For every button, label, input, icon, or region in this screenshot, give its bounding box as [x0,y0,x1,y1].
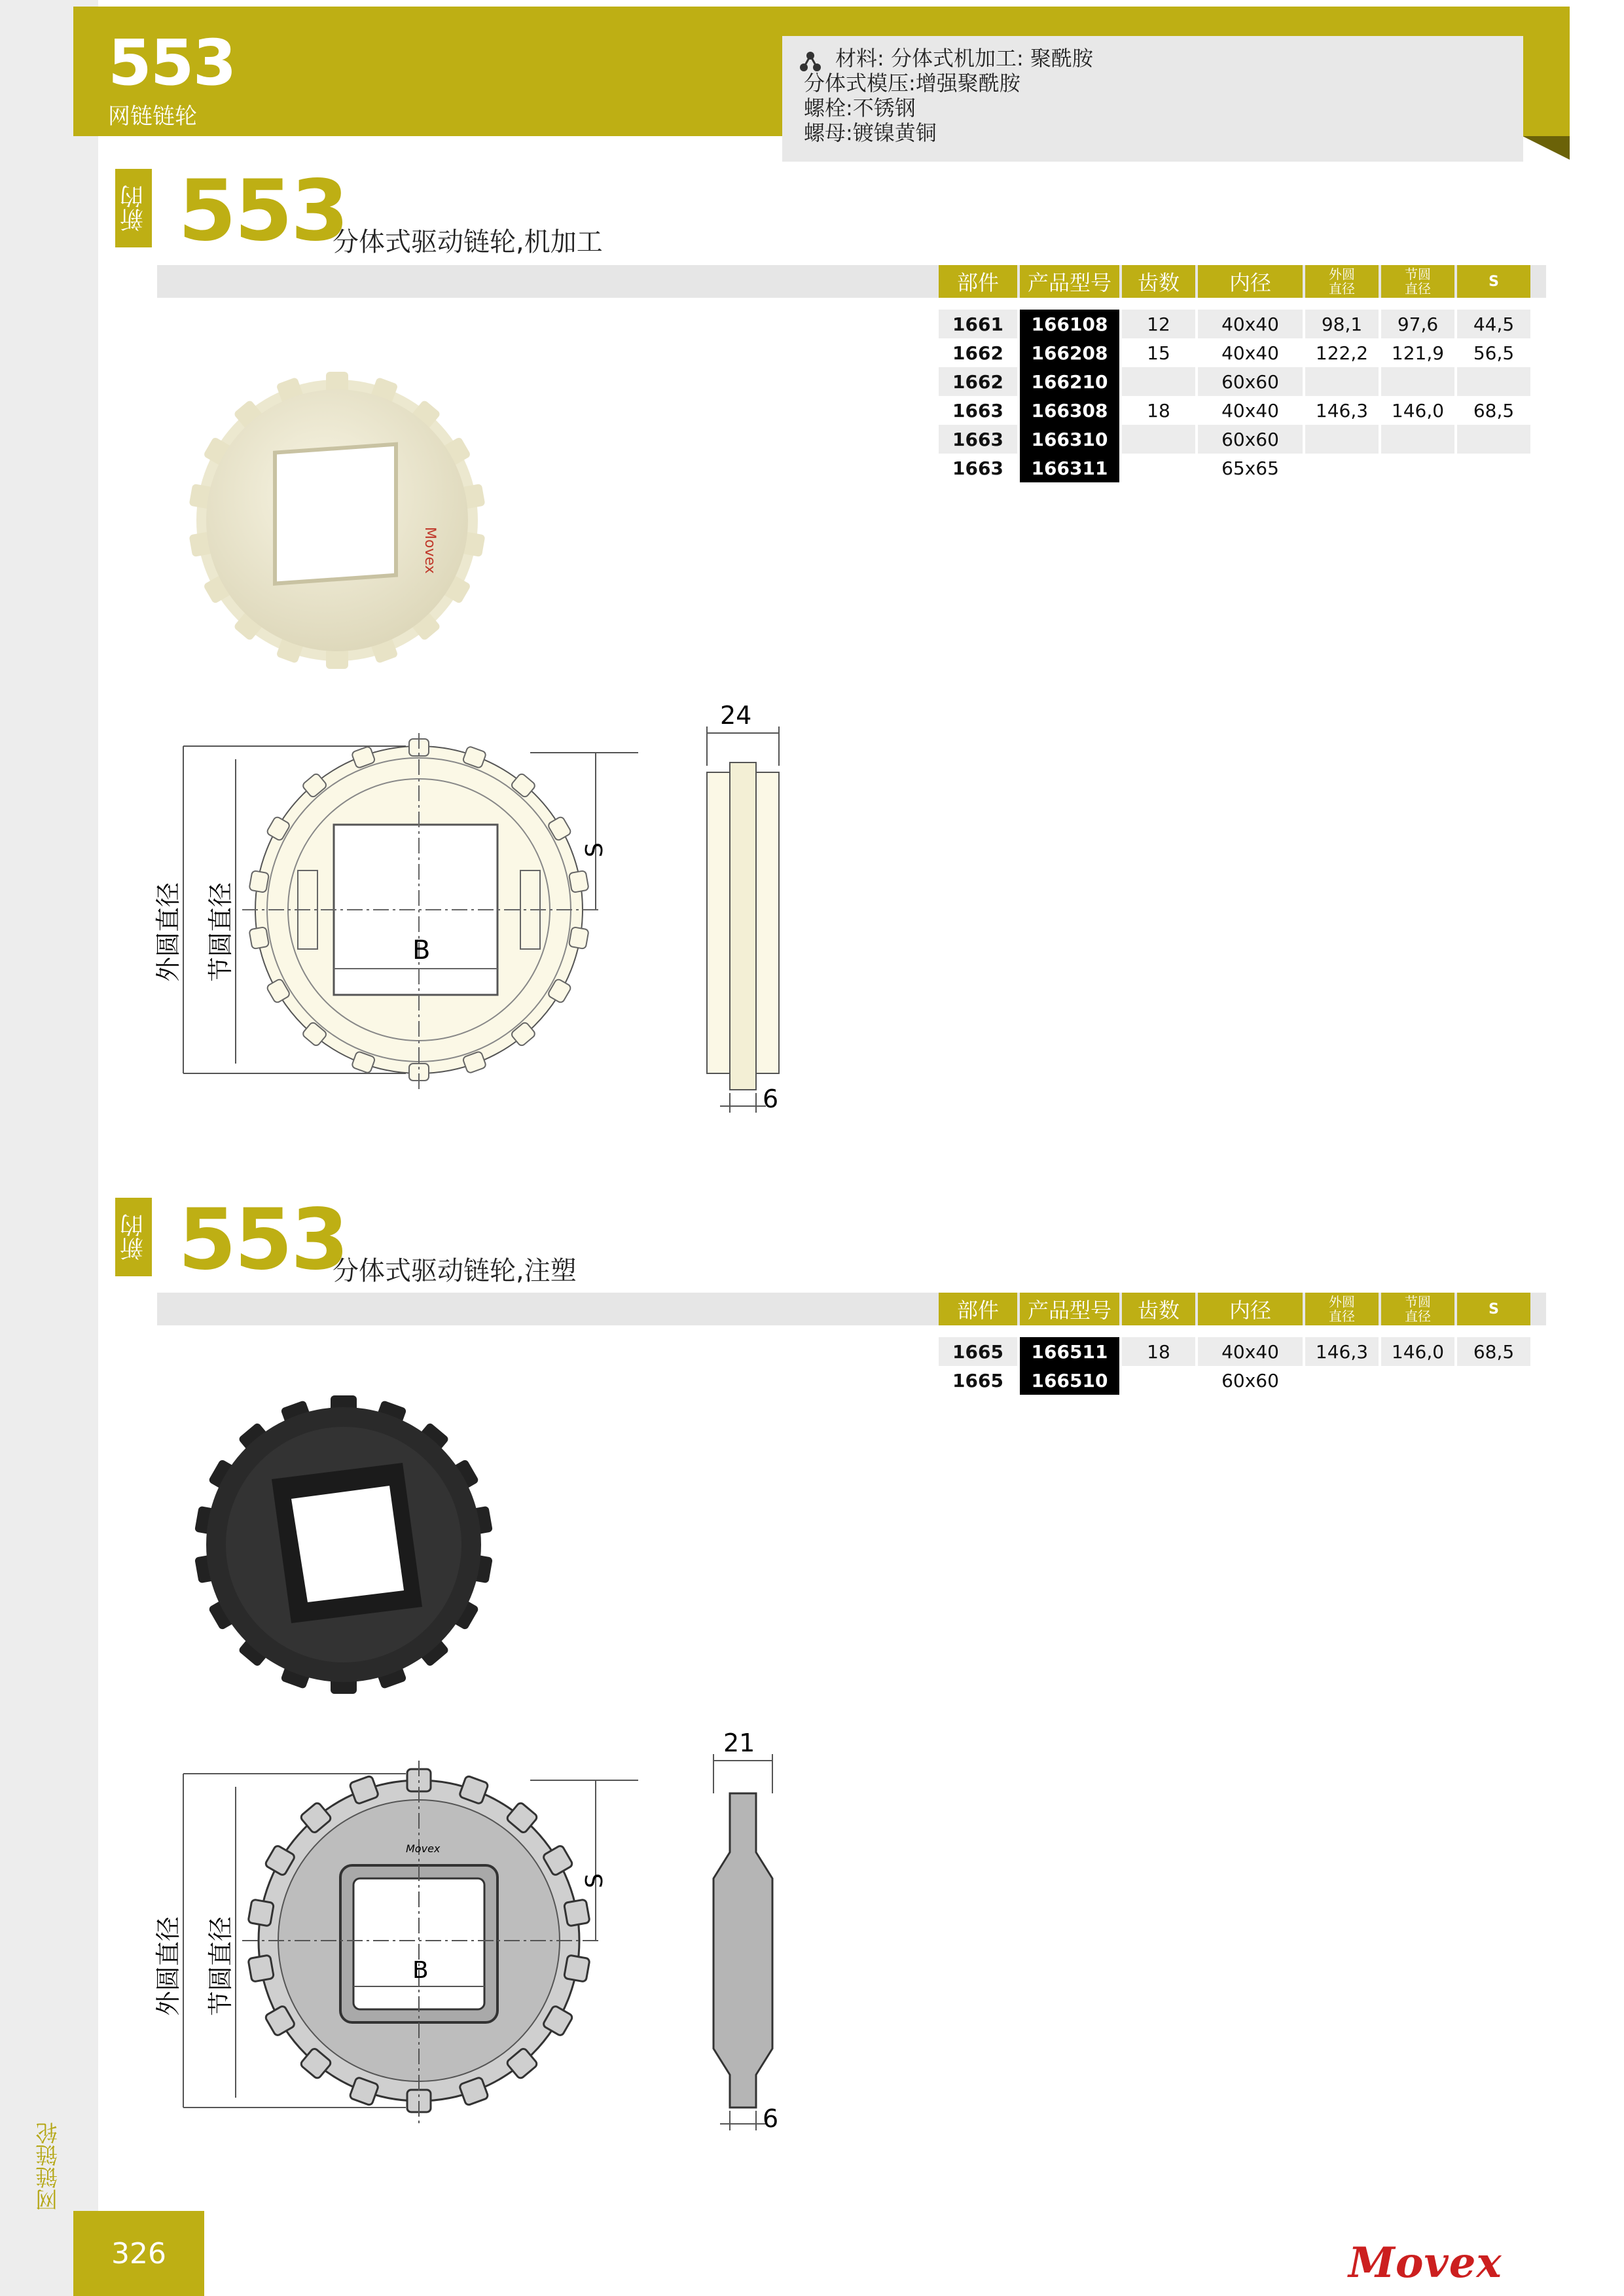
dim-pitch-diameter: 节圆直径 [206,882,235,982]
spec-table [936,1293,1533,1395]
cell-outer [1305,1366,1379,1395]
section-title: 分体式驱动链轮,注塑 [333,1256,577,1286]
dim-hub: 6 [763,1085,779,1113]
cell-pitch: 146,0 [1381,1337,1454,1366]
cell-part: 1663 [939,425,1017,454]
materials-list [804,46,1093,145]
dim-hub: 6 [763,2104,779,2133]
dim-b: B [412,1957,429,1984]
cell-pitch [1381,454,1454,482]
cell-part: 1665 [952,1369,1003,1391]
movex-logo: Movex [1348,2238,1502,2287]
cell-code: 166108 [1020,310,1119,338]
new-badge: 新的 [115,1198,152,1276]
sprocket-tooth [249,870,269,893]
sprocket-tooth [569,870,589,893]
table-row [939,310,1530,338]
dim-s: S [581,1873,608,1888]
cell-part: 1663 [952,399,1003,422]
col-header: 部件 [939,265,1017,298]
cell-part: 1662 [952,342,1003,364]
cell-s [1457,425,1530,454]
cell-code: 166210 [1020,367,1119,396]
cell-teeth [1122,425,1195,454]
cell-bore: 40x40 [1221,342,1279,364]
sprocket-tooth [248,1955,274,1982]
col-header: 节圆 直径 [1381,1293,1454,1325]
sprocket-photo-machined [183,347,497,694]
sprocket-photo-molded [190,1368,504,1721]
cell-s: 56,5 [1473,342,1515,364]
page-number: 326 [111,2236,166,2270]
cell-part: 1662 [939,367,1017,396]
cell-pitch [1381,367,1454,396]
cell-s [1457,367,1530,396]
new-badge: 新的 [115,169,152,247]
sprocket-tooth [564,1955,590,1982]
material-line: 分体式模压:增强聚酰胺 [804,71,1020,96]
section-title: 分体式驱动链轮,机加工 [333,227,603,257]
cell-code: 166510 [1020,1366,1119,1395]
cell-teeth: 12 [1122,310,1195,338]
face-brand-text: Movex [406,1842,441,1855]
dim-b: B [412,935,431,965]
col-header: 部件 [939,1293,1017,1325]
sprocket-tooth [249,927,269,949]
cell-s [1457,1366,1530,1395]
cell-pitch: 146,0 [1391,399,1445,422]
sprocket-tooth [248,1899,274,1926]
sprocket-tooth [564,1899,590,1926]
dim-pitch-diameter: 节圆直径 [206,1916,235,2016]
dim-width: 24 [720,701,752,730]
photo-brand-text: Movex [422,527,438,574]
dim-width: 21 [723,1729,755,1757]
sprocket-tooth [569,927,589,949]
material-line: 材料: 分体式机加工: 聚酰胺 [835,46,1093,71]
cell-bore: 65x65 [1221,457,1279,479]
cell-teeth: 18 [1122,1337,1195,1366]
cell-outer: 122,2 [1315,342,1369,364]
cell-teeth [1122,1366,1195,1395]
cell-code: 166511 [1020,1337,1119,1366]
side-view-machined [681,700,812,1132]
cell-bore: 60x60 [1198,367,1303,396]
header-subtitle: 网链链轮 [108,103,197,130]
section-number: 553 [178,162,348,260]
left-margin-strip [0,0,98,2296]
cell-part: 1661 [939,310,1017,338]
cell-bore: 40x40 [1221,399,1279,422]
side-view-molded [681,1728,812,2147]
cell-s [1457,454,1530,482]
cell-outer: 146,3 [1305,1337,1379,1366]
cell-bore: 60x60 [1198,425,1303,454]
table-row [939,367,1530,396]
col-header: 外圆 直径 [1305,1293,1379,1325]
header-corner [1523,136,1570,160]
cell-bore: 40x40 [1198,1337,1303,1366]
cell-outer: 146,3 [1315,399,1369,422]
section-number: 553 [178,1191,348,1289]
cell-pitch: 121,9 [1391,342,1445,364]
cell-outer [1305,425,1379,454]
cell-code: 166310 [1020,425,1119,454]
cell-teeth [1122,454,1195,482]
col-header: 节圆 直径 [1381,265,1454,298]
dim-outer-diameter: 外圆直径 [154,882,183,982]
cell-code: 166208 [1020,338,1119,367]
table-row [939,1366,1530,1395]
cell-part: 1665 [939,1337,1017,1366]
cell-bore: 60x60 [1221,1369,1279,1391]
cell-s: 68,5 [1457,1337,1530,1366]
cell-pitch: 97,6 [1381,310,1454,338]
cell-teeth [1122,367,1195,396]
table-row [939,454,1530,482]
col-header: 产品型号 [1020,1293,1119,1325]
side-category-label: 网链链轮 [35,2122,62,2211]
cell-bore: 40x40 [1198,310,1303,338]
cell-code: 166311 [1020,454,1119,482]
table-row [939,338,1530,367]
cell-s: 68,5 [1473,399,1515,422]
col-header: 外圆 直径 [1305,265,1379,298]
cell-outer: 98,1 [1305,310,1379,338]
header-series-number: 553 [108,26,236,99]
col-header: 内径 [1198,1293,1303,1325]
table-row [939,396,1530,425]
material-line: 螺母:镀镍黄铜 [804,120,937,145]
col-header: S [1457,265,1530,298]
cell-code: 166308 [1020,396,1119,425]
col-header: 齿数 [1122,265,1195,298]
cell-s: 44,5 [1457,310,1530,338]
cell-outer [1305,367,1379,396]
cell-teeth: 18 [1147,399,1170,422]
col-header: 内径 [1198,265,1303,298]
col-header: 齿数 [1122,1293,1195,1325]
dim-outer-diameter: 外圆直径 [154,1916,183,2016]
cell-part: 1663 [952,457,1003,479]
spec-table [936,265,1533,482]
table-row [939,1337,1530,1366]
cell-pitch [1381,1366,1454,1395]
col-header: 产品型号 [1020,265,1119,298]
table-row [939,425,1530,454]
dim-s: S [581,842,608,857]
col-header: S [1457,1293,1530,1325]
cell-teeth: 15 [1147,342,1170,364]
material-line: 螺栓:不锈钢 [804,96,916,120]
cell-outer [1305,454,1379,482]
cell-pitch [1381,425,1454,454]
